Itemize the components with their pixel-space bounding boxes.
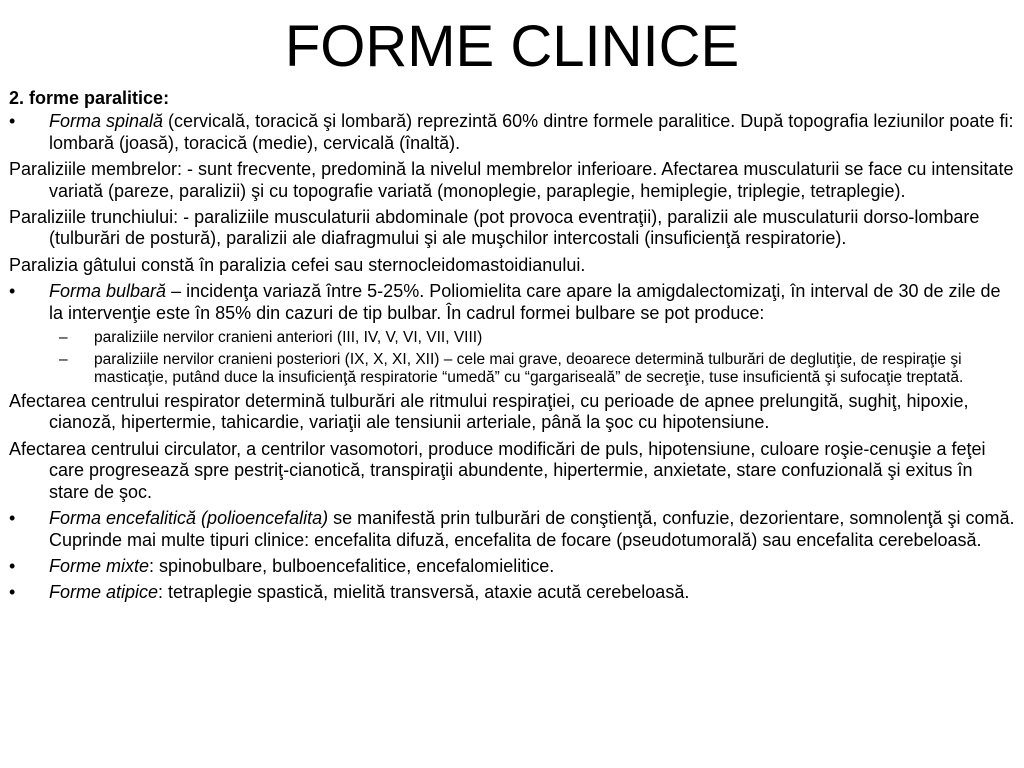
- bullet-dot-icon: •: [9, 111, 16, 132]
- bullet-forma-bulbara: [9, 281, 1017, 324]
- bullet-forma-spinala: [9, 111, 1017, 154]
- slide-body: [9, 88, 1017, 609]
- paragraph-paraliziile-membrelor: Paraliziile membrelor: - sunt frecvente, predomină la nivelul membrelor inferioare. Afectarea musculaturii se face cu intensitate variată (pareze, paralizii) şi cu topografie variată (monoplegie, paraplegie, hemiplegie, triplegie, tetraplegie).: [9, 159, 1014, 201]
- bullet-text: – incidenţa variază între 5-25%. Poliomielita care apare la amigdalectomizaţi, în interval de 30 de zile de la intervenţie este în 85% din cazuri de tip bulbar. În cadrul formei bulbare se pot produce:: [49, 281, 1001, 323]
- dash-icon: –: [59, 351, 68, 369]
- paragraph-centrul-respirator: Afectarea centrului respirator determină tulburări ale ritmului respiraţiei, cu perioade de apnee prelungită, sughiţ, hipoxie, cianoză, hipertermie, tahicardie, variaţii ale tensiunii arteriale, până la şoc cu hipotensiune.: [9, 391, 969, 433]
- bullet-text: : spinobulbare, bulboencefalitice, encefalomielitice.: [149, 555, 555, 576]
- dash-icon: –: [59, 329, 68, 347]
- subbullet-nervi-anteriori: [9, 329, 1017, 347]
- bullet-dot-icon: •: [9, 281, 16, 302]
- slide-title: FORME CLINICE: [284, 14, 740, 79]
- bullet-forma-encefalitica: [9, 508, 1017, 551]
- bullet-term: Forme atipice: [49, 582, 159, 603]
- paragraph-paraliziile-trunchiului: Paraliziile trunchiului: - paraliziile musculaturii abdominale (pot provoca eventraţii), paralizii ale musculaturii dorso-lombare (tulburări de postură), paralizii ale diafragmului şi ale muşchilor intercostali (insuficienţă respiratorie).: [9, 207, 980, 249]
- bullet-forme-mixte: [9, 556, 1017, 577]
- bullet-dot-icon: •: [9, 508, 16, 529]
- subbullet-text: paraliziile nervilor cranieni posteriori (IX, X, XI, XII) – cele mai grave, deoarece determină tulburări de deglutiţie, de respiraţie şi masticaţie, putând duce la insuficienţă respiratorie “umedă” cu “gargariseală” de secreţie, tuse insuficientă şi sufocaţie treptată.: [94, 351, 964, 387]
- bullet-term: Forma encefalitică (polioencefalita): [49, 508, 329, 529]
- bullet-term: Forma bulbară: [49, 281, 167, 302]
- bullet-dot-icon: •: [9, 555, 16, 576]
- section-heading: 2. forme paralitice:: [9, 88, 170, 108]
- subbullet-text: paraliziile nervilor cranieni anteriori (III, IV, V, VI, VII, VIII): [94, 329, 483, 347]
- bullet-dot-icon: •: [9, 582, 16, 603]
- bullet-term: Forma spinală: [49, 111, 164, 132]
- subbullet-nervi-posteriori: [9, 351, 1017, 387]
- paragraph-paralizia-gatului: Paralizia gâtului constă în paralizia cefei sau sternocleidomastoidianului.: [9, 254, 586, 275]
- bullet-text: (cervicală, toracică şi lombară) reprezintă 60% dintre formele paralitice. După topografia leziunilor poate fi: lombară (joasă), toracică (medie), cervicală (înaltă).: [49, 111, 1014, 153]
- bullet-text: : tetraplegie spastică, mielită transversă, ataxie acută cerebeloasă.: [158, 582, 690, 603]
- bullet-forme-atipice: [9, 582, 1017, 603]
- paragraph-centrul-circulator: Afectarea centrului circulator, a centrilor vasomotori, produce modificări de puls, hipotensiune, culoare roşie-cenuşie a feţei care progresează spre pestriţ-cianotică, transpiraţii abundente, hipertermie, anxietate, stare confuzională şi exitus în stare de şoc.: [9, 438, 986, 502]
- bullet-text: se manifestă prin tulburări de conştienţă, confuzie, dezorientare, somnolenţă şi comă. Cuprinde mai multe tipuri clinice: encefalita difuză, encefalita de focare (pseudotumorală) sau encefalita cerebeloasă.: [49, 508, 1015, 550]
- bullet-term: Forme mixte: [49, 555, 150, 576]
